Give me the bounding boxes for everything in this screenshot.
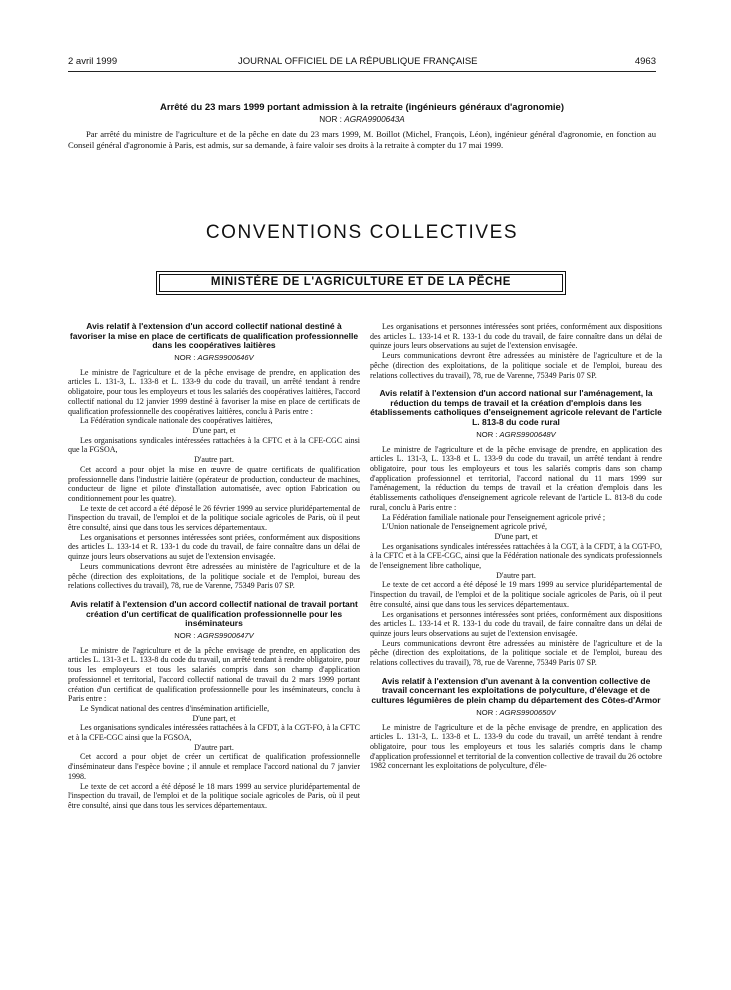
article-title: Avis relatif à l'extension d'un accord national sur l'aménagement, la réduction du temps de travail et la création d'emplois dans les établissements catholiques d'enseignement agricole relevant de l'article L. 813-8 du code rural [370,388,662,427]
paragraph: D'une part, et [192,713,236,723]
paragraph: Les organisations et personnes intéressées sont priées, conformément aux dispositions des articles L. 133-14 et R. 133-1 du code du travail, de faire connaître dans un délai de quinze jours leurs observations au sujet de l'extension envisagée. [370,322,662,351]
nor-code: AGRS9900648V [499,429,556,439]
nor-code: AGRS9900650V [499,707,556,717]
paragraph: Le ministre de l'agriculture et de la pêche envisage de prendre, en application des articles L. 131-3, L. 133-8 et L. 133-9 du code du travail, un arrêté tendant à rendre obligatoire, pour tous les employeurs et tous les salariés compris dans le champ d'application professionnel et territorial de la convention collective de travail du 26 octobre 1982 concernant les exploitations de polyculture, d'éle- [370,722,663,771]
article-cqp-inseminateurs [68,600,360,811]
arrete-title: Arrêté du 23 mars 1999 portant admission à la retraite (ingénieurs généraux d'agronomie) [159,102,565,113]
left-column [68,322,360,820]
article-nor [370,430,662,439]
paragraph: Cet accord a pour objet de créer un certificat de qualification professionnelle d'inséminateur dans l'espèce bovine ; il annule et remplace l'accord national du 7 janvier 1998. [68,752,360,781]
paragraph: Le texte de cet accord a été déposé le 18 mars 1999 au service pluridépartemental de l'inspection du travail, de l'emploi et de la politique sociale agricoles de Paris, où il peut être consulté, ainsi que dans tous les services départementaux. [68,781,360,810]
page-header [68,56,656,72]
paragraph: La Fédération familiale nationale pour l'enseignement agricole privé ; [382,512,606,522]
nor-label: NOR : [174,630,196,640]
article-continuation [370,322,662,380]
paragraph: Les organisations syndicales intéressées rattachées à la CGT, à la CFDT, à la CGT-FO, à la CFTC et à la CFE-CGC, ainsi que la Fédération nationale des syndicats professionnels de l'enseignement libre catholique, [370,541,662,571]
nor-label: NOR : [476,429,498,439]
paragraph: D'autre part. [194,742,234,752]
paragraph: D'autre part. [496,570,536,580]
paragraph: Les organisations et personnes intéressées sont priées, conformément aux dispositions des articles L. 133-14 et R. 133-1 du code du travail, de faire connaître dans un délai de quinze jours leurs observations au sujet de l'extension envisagée. [370,609,662,638]
article-title: Avis relatif à l'extension d'un avenant à la convention collective de travail concernant les exploitations de polyculture, d'élevage et de cultures légumières de plein champ du département des Côtes-d'Armor [371,675,661,705]
paragraph: D'autre part. [194,455,234,465]
page-number: 4963 [634,56,656,67]
paragraph: Les organisations et personnes intéressées sont priées, conformément aux dispositions des articles L. 133-14 et R. 133-1 du code du travail, de faire connaître dans un délai de quinze jours leurs observations au sujet de l'extension envisagée. [68,532,360,562]
ministry-box [156,271,566,295]
article-nor [68,353,360,362]
nor-code: AGRS9900646V [197,352,254,362]
paragraph: Les organisations syndicales intéressées rattachées à la CFDT, à la CGT-FO, à la CFTC et à la CFE-CGC ainsi que la FGSOA, [68,723,361,743]
nor-code: AGRS9900647V [197,630,254,640]
issue-date: 2 avril 1999 [68,56,118,67]
paragraph: Le Syndicat national des centres d'insémination artificielle, [80,703,270,713]
paragraph: Leurs communications devront être adressées au ministère de l'agriculture et de la pêche (direction des exploitations, de la politique sociale et de l'emploi, bureau des relations collectives du travail), 78, rue de Varenne, 75349 Paris 07 SP. [370,351,662,380]
paragraph: Le ministre de l'agriculture et de la pêche envisage de prendre, en application des articles L. 131-3, L. 133-8 et L. 133-9 du code du travail, un arrêté tendant à rendre obligatoire, pour tous les employeurs et tous les salariés compris dans son champ d'application professionnel et territorial, l'accord national du 11 mars 1999 sur l'aménagement, la réduction du temps de travail et la création d'emplois dans les établissements catholiques d'enseignement agricole relevant de l'article L. 813-8 du code rural, conclu à Paris entre : [370,444,662,512]
paragraph: Le ministre de l'agriculture et de la pêche envisage de prendre, en application des articles L. 131-3, L. 133-8 et L. 133-9 du code du travail, un arrêté tendant à rendre obligatoire, pour tous les employeurs et tous les salariés des coopératives laitières, l'accord collectif national du 12 janvier 1999 destiné à favoriser la mise en place de certificats de qualification professionnelle des coopératives laitières, conclu à Paris entre : [68,367,360,416]
arrete-body: Par arrêté du ministre de l'agriculture et de la pêche en date du 23 mars 1999, M. Boillot (Michel, François, Léon), ingénieur général d'agronomie, en fonction au Conseil général d'agronomie à Paris, est admis, sur sa demande, à faire valoir ses droits à la retraite à compter du 17 mai 1999. [68,129,656,150]
article-title: Avis relatif à l'extension d'un accord collectif national de travail portant création d'un certificat de qualification professionnelle pour les inséminateurs [70,598,358,629]
article-nor [370,708,662,717]
nor-label: NOR : [174,352,196,362]
article-cotes-darmor [370,677,662,771]
paragraph: La Fédération syndicale nationale des coopératives laitières, [80,416,273,426]
paragraph: Le texte de cet accord a été déposé le 19 mars 1999 au service pluridépartemental de l'inspection du travail, de l'emploi et de la politique sociale agricoles de Paris, où il peut être consulté, ainsi que dans tous les services départementaux. [370,580,662,609]
article-title: Avis relatif à l'extension d'un accord collectif national destiné à favoriser la mise en place de certificats de qualification professionnelle dans les coopératives laitières [69,321,359,351]
paragraph: Leurs communications devront être adressées au ministère de l'agriculture et de la pêche (direction des exploitations, de la politique sociale et de l'emploi, bureau des relations collectives du travail), 78, rue de Varenne, 75349 Paris 07 SP. [68,561,360,591]
paragraph: Le ministre de l'agriculture et de la pêche envisage de prendre, en application des articles L. 131-3 et L. 133-8 du code du travail, un arrêté tendant à rendre obligatoire, pour tous les employeurs et tous les salariés compris dans son champ d'application professionnel et territorial, l'accord collectif national de travail du 2 mars 1999 portant création d'un certificat de qualification professionnelle pour les inséminateurs, conclu à Paris entre : [68,645,360,704]
section-title: CONVENTIONS COLLECTIVES [205,222,519,243]
paragraph: Leurs communications devront être adressées au ministère de l'agriculture et de la pêche (direction des exploitations, de la politique sociale et de l'emploi, bureau des relations collectives du travail), 78, rue de Varenne, 75349 Paris 07 SP. [370,638,662,668]
journal-title: JOURNAL OFFICIEL DE LA RÉPUBLIQUE FRANÇAISE [238,56,478,67]
article-nor [68,631,360,640]
article-cqp-laitieres [68,322,360,591]
paragraph: Cet accord a pour objet la mise en œuvre de quatre certificats de qualification professionnelle dans l'industrie laitière (opérateur de production, conducteur de machines, conducteur de ligne et pilote d'installation automatisée, avec option Fabrication ou conditionnement pour les quatre). [68,464,360,503]
nor-code: AGRA9900643A [344,115,405,124]
paragraph: D'une part, et [192,426,236,435]
paragraph: L'Union nationale de l'enseignement agricole privé, [382,522,548,532]
ministry-title: MINISTÈRE DE L'AGRICULTURE ET DE LA PÊCHE [159,274,563,292]
paragraph: Les organisations syndicales intéressées rattachées à la CFTC et à la CFE-CGC ainsi que la FGSOA, [68,435,360,455]
header-divider [68,71,656,72]
arrete-nor [68,115,656,124]
arrete-block [68,102,656,160]
nor-label: NOR : [476,707,498,717]
paragraph: Le texte de cet accord a été déposé le 26 février 1999 au service pluridépartemental de l'inspection du travail, de l'emploi et de la politique sociale agricoles de Paris, où il peut être consulté, ainsi que dans tous les services départementaux. [68,503,360,533]
nor-label: NOR : [319,115,342,124]
right-column [370,322,662,780]
article-enseignement-agricole [370,389,662,668]
paragraph: D'une part, et [494,531,538,541]
